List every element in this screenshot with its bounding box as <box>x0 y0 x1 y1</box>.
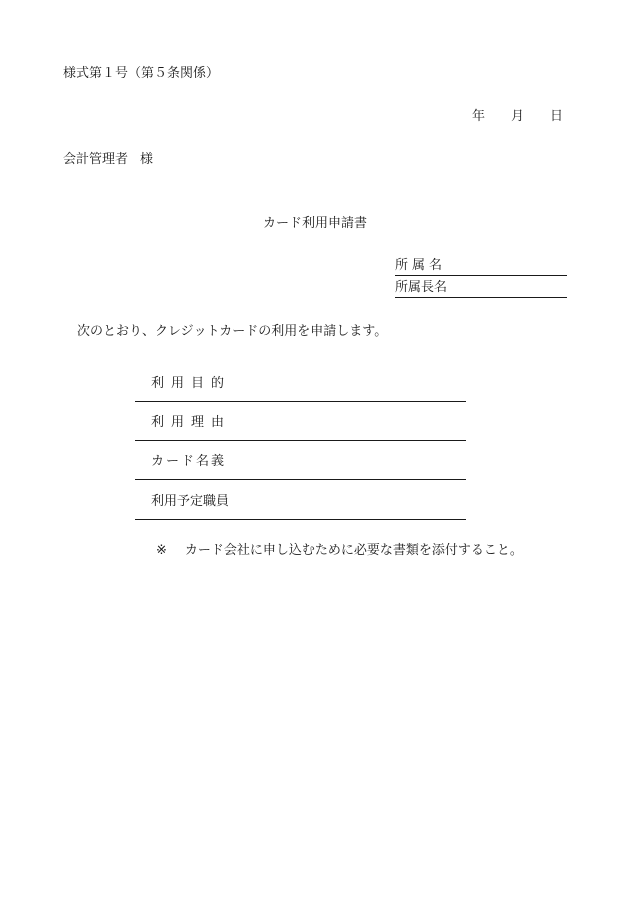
request-text: 次のとおり、クレジットカードの利用を申請します。 <box>77 324 388 339</box>
note-line <box>156 544 523 557</box>
row-label: 利用目的 <box>151 376 232 391</box>
row-label: 利用理由 <box>151 415 232 430</box>
document-title: カード利用申請書 <box>262 216 367 231</box>
affiliation-name-label: 所属名 <box>395 258 447 273</box>
row-label: カード名義 <box>151 454 227 469</box>
note-text: カード会社に申し込むために必要な書類を添付すること。 <box>184 543 523 558</box>
note-mark: ※ <box>156 543 167 558</box>
affiliation-head-field <box>395 281 567 298</box>
table-row-card-name <box>135 441 466 480</box>
affiliation-head-label: 所属長名 <box>395 280 448 295</box>
table-row-purpose <box>135 363 466 402</box>
table-row-staff <box>135 481 466 520</box>
affiliation-name-field <box>395 259 567 276</box>
date-year: 年 <box>472 109 486 124</box>
table-row-reason <box>135 402 466 441</box>
form-number: 様式第１号（第５条関係） <box>63 66 220 81</box>
recipient <box>63 153 153 166</box>
date-month: 月 <box>511 109 525 124</box>
recipient-honorific: 様 <box>140 152 154 167</box>
date-day: 日 <box>550 109 564 124</box>
recipient-title: 会計管理者 <box>63 152 129 167</box>
row-label: 利用予定職員 <box>151 494 230 509</box>
date-line <box>472 110 563 123</box>
